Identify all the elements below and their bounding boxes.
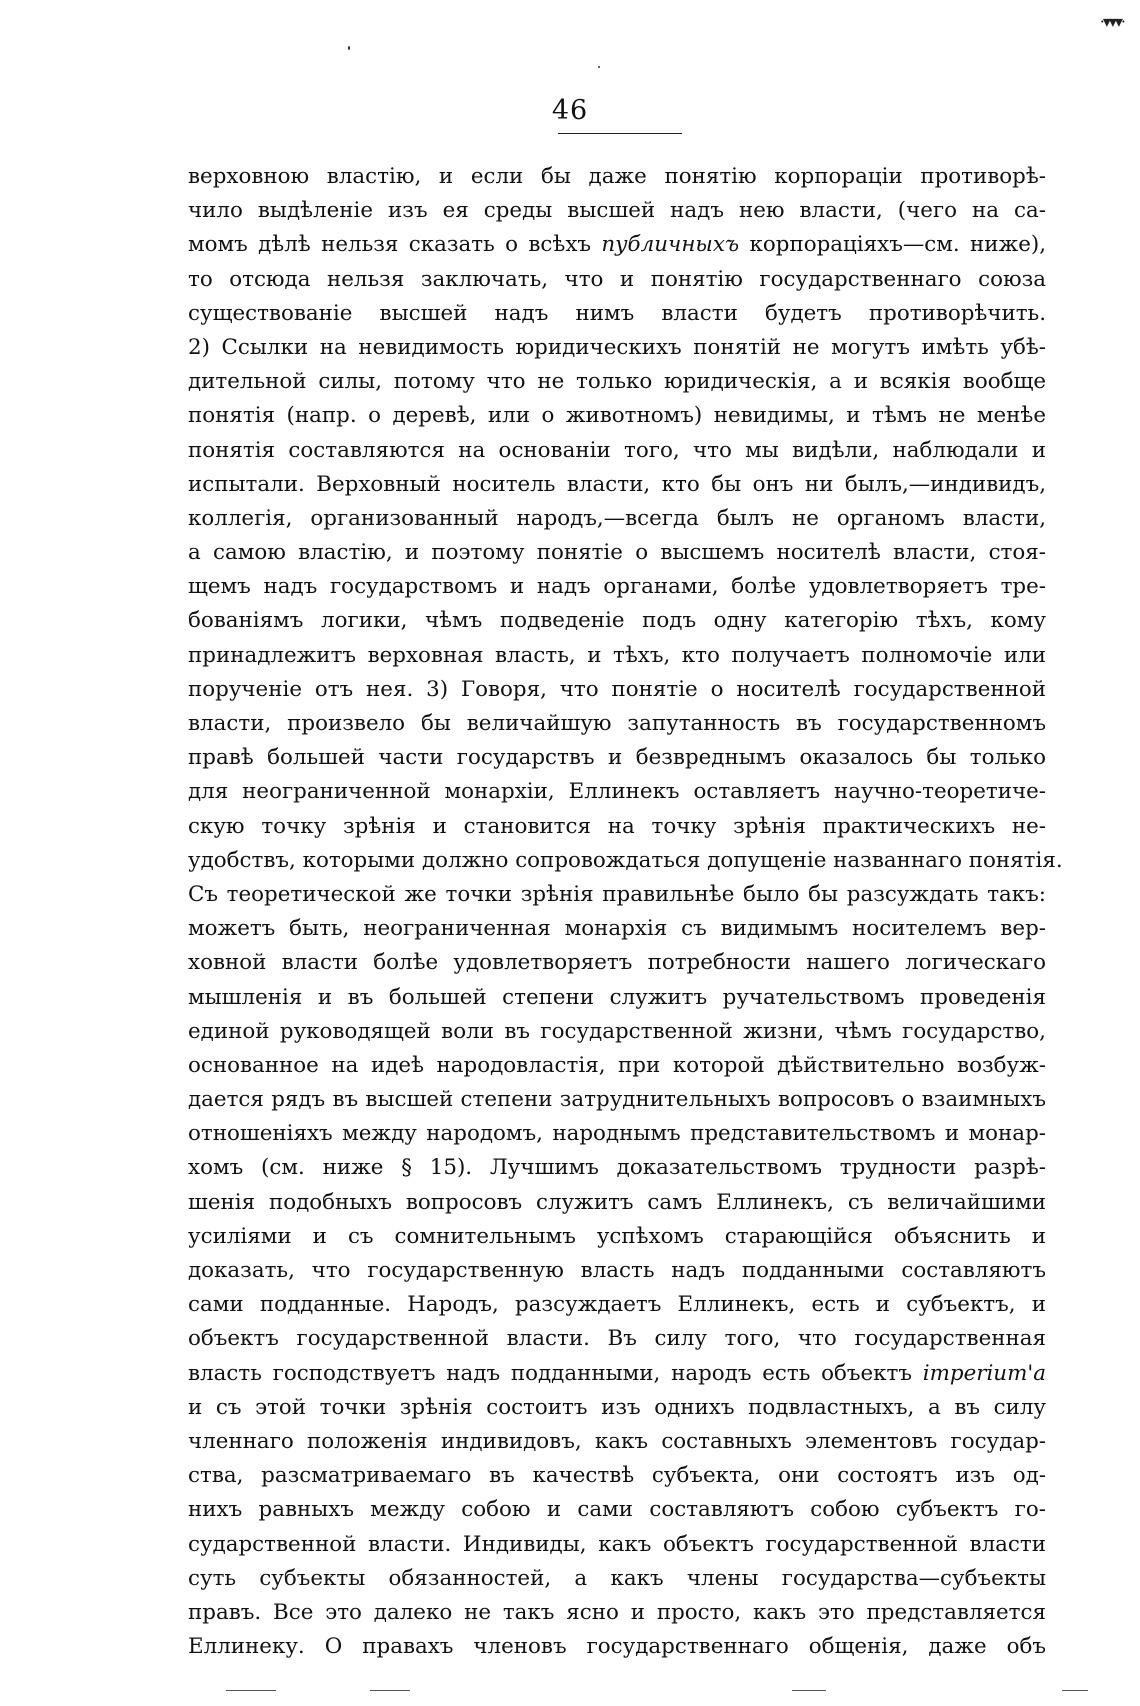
text-segment: принадлежитъ верховная власть, и тѣхъ, кто получаетъ полномочіе или: [188, 642, 1046, 668]
bottom-rule: [792, 1690, 826, 1691]
text-segment: скую точку зрѣнія и становится на точку зрѣнія практическихъ не-: [188, 813, 1046, 839]
text-line: [188, 331, 1046, 365]
text-segment: испытали. Верховный носитель власти, кто бы онъ ни былъ,—индивидъ,: [188, 471, 1046, 497]
text-line: [188, 981, 1046, 1015]
text-line: [188, 570, 1046, 604]
scan-speck: [348, 46, 350, 50]
text-line: [188, 707, 1046, 741]
text-segment: мышленія и въ большей степени служитъ ручательствомъ проведенія: [188, 984, 1046, 1010]
text-line: [188, 365, 1046, 399]
bottom-rule: [226, 1690, 276, 1691]
text-segment: усиліями и съ сомнительнымъ успѣхомъ старающійся объяснить и: [188, 1223, 1046, 1249]
text-line: [188, 1049, 1046, 1083]
text-segment: единой руководящей воли въ государственной жизни, чѣмъ государство,: [188, 1018, 1046, 1044]
text-segment: правѣ большей части государствъ и безвреднымъ оказалось бы только: [188, 745, 1046, 771]
text-line: [188, 1528, 1046, 1562]
text-line: [188, 775, 1046, 809]
italic-term: imperium'a: [922, 1360, 1046, 1386]
text-line: [188, 297, 1046, 331]
text-segment: можетъ быть, неограниченная монархія съ видимымъ носителемъ вер-: [188, 916, 1046, 942]
text-line: [188, 1186, 1046, 1220]
text-line: [188, 1015, 1046, 1049]
text-line: [188, 1493, 1046, 1527]
text-line: [188, 1254, 1046, 1288]
bottom-rule: [370, 1690, 410, 1691]
text-segment: понятія составляются на основаніи того, что мы видѣли, наблюдали и: [188, 437, 1046, 463]
text-line: [188, 673, 1046, 707]
text-line: [188, 228, 1046, 262]
page-number: 46: [551, 95, 589, 126]
text-line: [188, 1459, 1046, 1493]
text-line: [188, 1151, 1046, 1185]
text-segment: сами подданные. Народъ, разсуждаетъ Еллинекъ, есть и субъектъ, и: [188, 1292, 1046, 1318]
text-segment: ства, разсматриваемаго въ качествѣ субъекта, они состоятъ изъ од-: [188, 1463, 1046, 1489]
text-segment: щемъ надъ государствомъ и надъ органами, болѣе удовлетворяетъ тре-: [188, 574, 1046, 600]
text-segment: ховной власти болѣе удовлетворяетъ потребности нашего логическаго: [188, 950, 1046, 976]
text-line: [188, 604, 1046, 638]
text-line: [188, 810, 1046, 844]
text-segment: чило выдѣленіе изъ ея среды высшей надъ нею власти, (чего на са-: [188, 198, 1046, 224]
text-segment: Съ теоретической же точки зрѣнія правильнѣе было бы разсуждать такъ:: [188, 881, 1046, 907]
text-line: [188, 434, 1046, 468]
text-line: [188, 1562, 1046, 1596]
text-segment: основанное на идеѣ народовластія, при которой дѣйствительно возбуж-: [188, 1052, 1046, 1078]
text-line: [188, 878, 1046, 912]
text-segment: удобствъ, которыми должно сопровождаться допущеніе названнаго понятія.: [188, 847, 1063, 873]
text-line: [188, 912, 1046, 946]
scan-speck: [598, 66, 600, 68]
page-corner-mark: ·▾▾▾·: [1099, 12, 1124, 31]
text-line: [188, 1083, 1046, 1117]
text-segment: дительной силы, потому что не только юридическія, а и всякія вообще: [188, 369, 1046, 395]
text-segment: 2) Ссылки на невидимость юридическихъ понятій не могутъ имѣть убѣ-: [188, 334, 1046, 360]
text-line: [188, 844, 1063, 878]
text-segment: доказать, что государственную власть надъ подданными составляютъ: [188, 1258, 1046, 1283]
text-line: [188, 1425, 1046, 1459]
text-segment: коллегія, организованный народъ,—всегда былъ не органомъ власти,: [188, 505, 1046, 531]
text-segment: бованіямъ логики, чѣмъ подведеніе подъ одну категорію тѣхъ, кому: [188, 608, 1046, 634]
text-line: [188, 263, 1046, 297]
text-segment: членнаго положенія индивидовъ, какъ составныхъ элементовъ государ-: [188, 1428, 1046, 1454]
text-segment: правъ. Все это далеко не такъ ясно и просто, какъ это представляется: [188, 1599, 1046, 1625]
text-line: [188, 946, 1046, 980]
text-segment: понятія (напр. о деревѣ, или о животномъ) невидимы, и тѣмъ не менѣе: [188, 403, 1046, 429]
text-line: [188, 399, 1046, 433]
text-segment: шенія подобныхъ вопросовъ служитъ самъ Еллинекъ, съ величайшими: [188, 1189, 1046, 1215]
text-segment: корпораціяхъ—см. ниже),: [739, 232, 1046, 258]
text-segment: нихъ равныхъ между собою и сами составляютъ собою субъектъ го-: [188, 1497, 1046, 1523]
text-segment: власти, произвело бы величайшую запутанность въ государственномъ: [188, 711, 1046, 736]
text-segment: отношеніяхъ между народомъ, народнымъ представительствомъ и монар-: [188, 1121, 1046, 1147]
text-segment: а самою властію, и поэтому понятіе о высшемъ носителѣ власти, стоя-: [188, 540, 1046, 566]
text-segment: то отсюда нельзя заключать, что и понятію государственнаго союза: [188, 266, 1046, 292]
text-line: [188, 1117, 1046, 1151]
text-line: [188, 1357, 1046, 1391]
text-segment: объектъ государственной власти. Въ силу того, что государственная: [188, 1326, 1046, 1352]
text-segment: существованіе высшей надъ нимъ власти будетъ противорѣчить.: [188, 300, 1046, 326]
text-segment: верховною властію, и если бы даже понятію корпораціи противорѣ-: [188, 164, 1046, 189]
text-segment: момъ дѣлѣ нельзя сказать о всѣхъ: [188, 232, 602, 258]
text-line: [188, 1288, 1046, 1322]
text-line: [188, 194, 1046, 228]
text-line: [188, 1322, 1046, 1356]
text-segment: власть господствуетъ надъ подданными, народъ есть объектъ: [188, 1360, 923, 1386]
text-line: [188, 639, 1046, 673]
text-segment: для неограниченной монархіи, Еллинекъ оставляетъ научно-теоретиче-: [188, 779, 1046, 805]
italic-term: публичныхъ: [601, 232, 740, 258]
text-line: [188, 536, 1046, 570]
body-text: [188, 160, 1063, 1664]
bottom-rule: [1062, 1690, 1088, 1691]
text-line: [188, 468, 1046, 502]
text-line: [188, 502, 1046, 536]
text-segment: порученіе отъ нея. 3) Говоря, что понятіе о носителѣ государственной: [188, 676, 1046, 702]
text-line: [188, 1596, 1046, 1630]
text-line: [188, 1391, 1046, 1425]
text-segment: Еллинеку. О правахъ членовъ государственнаго общенія, даже объ: [188, 1634, 1046, 1660]
text-line: [188, 160, 1046, 194]
text-segment: хомъ (см. ниже § 15). Лучшимъ доказательствомъ трудности разрѣ-: [188, 1155, 1046, 1181]
text-segment: и съ этой точки зрѣнія состоитъ изъ однихъ подвластныхъ, а въ силу: [188, 1394, 1046, 1420]
text-segment: дается рядъ въ высшей степени затруднительныхъ вопросовъ о взаимныхъ: [188, 1087, 1046, 1113]
text-line: [188, 1220, 1046, 1254]
text-line: [188, 1630, 1046, 1664]
text-segment: суть субъекты обязанностей, а какъ члены государства—субъекты: [188, 1565, 1046, 1591]
page-number-rule: [558, 133, 682, 134]
text-segment: сударственной власти. Индивиды, какъ объектъ государственной власти: [188, 1531, 1046, 1557]
text-line: [188, 741, 1046, 775]
